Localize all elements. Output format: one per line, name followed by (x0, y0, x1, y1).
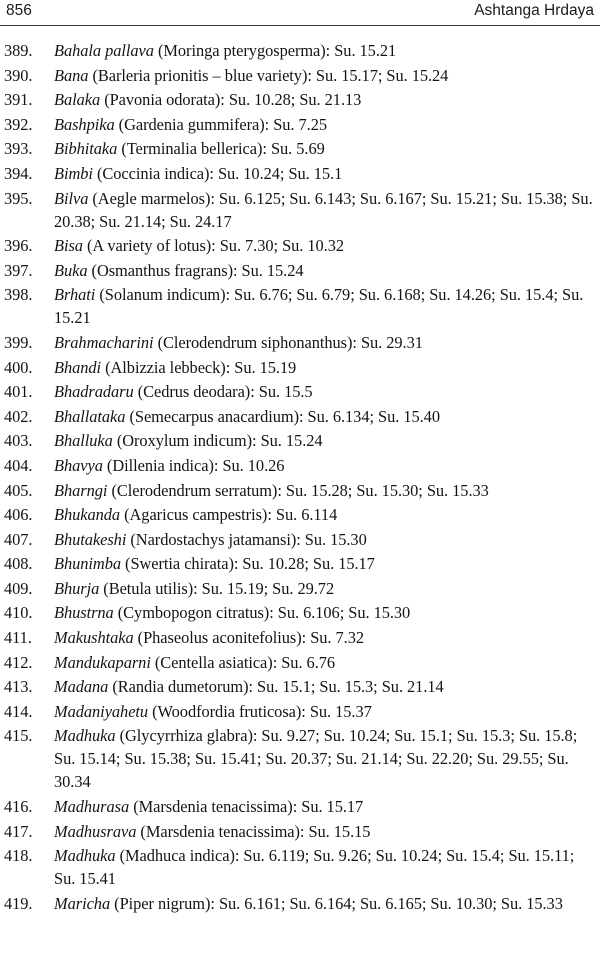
entry-botanical-name-and-references: (Woodfordia fruticosa): Su. 15.37 (148, 701, 372, 721)
entry-sanskrit-term: Bhustrna (54, 603, 114, 623)
entry-number: 390. (4, 65, 33, 85)
entry-botanical-name-and-references: (Moringa pterygosperma): Su. 15.21 (153, 41, 397, 60)
entry-sanskrit-term: Bhukanda (54, 505, 121, 525)
index-entry (4, 356, 596, 379)
index-entry (4, 454, 596, 477)
entry-number: 392. (4, 114, 33, 134)
entry-botanical-name-and-references: (Semecarpus anacardium): Su. 6.134; Su. 15.40 (125, 406, 440, 426)
page-number: 856 (6, 2, 32, 19)
index-entry (4, 429, 596, 452)
entry-botanical-name-and-references: (Clerodendrum siphonanthus): Su. 29.31 (153, 332, 423, 352)
index-entry (4, 137, 596, 160)
entry-sanskrit-term: Bahala pallava (54, 41, 154, 60)
entry-botanical-name-and-references: (Madhuca indica): Su. 6.119; Su. 9.26; Su. 10.24; Su. 15.4; Su. 15.11; Su. 15.41 (54, 846, 575, 889)
entry-botanical-name-and-references: (Osmanthus fragrans): Su. 15.24 (87, 260, 304, 280)
entry-botanical-name-and-references: (Coccinia indica): Su. 10.24; Su. 15.1 (92, 163, 343, 183)
index-entry (4, 795, 596, 818)
index-entry (4, 187, 596, 233)
entry-sanskrit-term: Bhallataka (54, 406, 126, 426)
entry-sanskrit-term: Bhandi (54, 357, 102, 377)
entry-botanical-name-and-references: (Agaricus campestris): Su. 6.114 (120, 505, 338, 525)
index-entry (4, 675, 596, 698)
entry-sanskrit-term: Bharngi (54, 480, 108, 500)
entry-sanskrit-term: Bana (54, 65, 89, 85)
index-entry (4, 724, 596, 793)
entry-botanical-name-and-references: (Phaseolus aconitefolius): Su. 7.32 (133, 628, 364, 648)
entry-number: 397. (4, 260, 33, 280)
entry-number: 389. (4, 41, 33, 60)
entry-sanskrit-term: Bhavya (54, 455, 103, 475)
entry-number: 414. (4, 701, 33, 721)
index-entry (4, 892, 596, 915)
entry-number: 395. (4, 188, 33, 208)
entry-sanskrit-term: Bhalluka (54, 431, 113, 451)
entry-botanical-name-and-references: (Marsdenia tenacissima): Su. 15.15 (136, 821, 371, 841)
entry-botanical-name-and-references: (Pavonia odorata): Su. 10.28; Su. 21.13 (100, 90, 362, 110)
entry-botanical-name-and-references: (Nardostachys jatamansi): Su. 15.30 (126, 529, 367, 549)
entry-number: 394. (4, 163, 33, 183)
entry-number: 408. (4, 554, 33, 574)
index-entry (4, 331, 596, 354)
index-entry (4, 601, 596, 624)
index-entry (4, 626, 596, 649)
entry-sanskrit-term: Madaniyahetu (54, 701, 149, 721)
entry-number: 402. (4, 406, 33, 426)
entry-botanical-name-and-references: (Cedrus deodara): Su. 15.5 (133, 382, 313, 402)
entry-sanskrit-term: Brahmacharini (54, 332, 154, 352)
entry-number: 405. (4, 480, 33, 500)
entry-number: 391. (4, 90, 33, 110)
entry-botanical-name-and-references: (Glycyrrhiza glabra): Su. 9.27; Su. 10.24; Su. 15.1; Su. 15.3; Su. 15.8; Su. 15.14; Su. 15.38; Su. 15.41; Su. 20.37; Su. 21.14; Su. 22.20; Su. 29.55; Su. 30.34 (54, 726, 578, 792)
index-entry (4, 283, 596, 329)
entry-sanskrit-term: Bhadradaru (54, 382, 134, 402)
index-entry (4, 234, 596, 257)
entry-botanical-name-and-references: (Oroxylum indicum): Su. 15.24 (112, 431, 323, 451)
entry-number: 412. (4, 652, 33, 672)
entry-number: 407. (4, 529, 33, 549)
index-entry (4, 820, 596, 843)
entry-sanskrit-term: Madana (54, 677, 109, 697)
entry-botanical-name-and-references: (Clerodendrum serratum): Su. 15.28; Su. 15.30; Su. 15.33 (107, 480, 489, 500)
entry-number: 404. (4, 455, 33, 475)
entry-number: 399. (4, 332, 33, 352)
entry-sanskrit-term: Brhati (54, 285, 96, 305)
entry-botanical-name-and-references: (Barleria prionitis – blue variety): Su. 15.17; Su. 15.24 (88, 65, 449, 85)
entry-botanical-name-and-references: (Centella asiatica): Su. 6.76 (150, 652, 336, 672)
book-title: Ashtanga Hrdaya (474, 2, 594, 19)
entry-botanical-name-and-references: (Gardenia gummifera): Su. 7.25 (114, 114, 327, 134)
entry-botanical-name-and-references: (Marsdenia tenacissima): Su. 15.17 (129, 797, 364, 817)
entry-number: 410. (4, 603, 33, 623)
entry-botanical-name-and-references: (Aegle marmelos): Su. 6.125; Su. 6.143; Su. 6.167; Su. 15.21; Su. 15.38; Su. 20.38; Su. 21.14; Su. 24.17 (54, 188, 593, 231)
entry-botanical-name-and-references: (Dillenia indica): Su. 10.26 (102, 455, 285, 475)
index-entry (4, 380, 596, 403)
entry-sanskrit-term: Madhusrava (54, 821, 137, 841)
entry-sanskrit-term: Madhuka (54, 846, 116, 866)
index-entry (4, 577, 596, 600)
index-entry (4, 844, 596, 890)
index-entry (4, 503, 596, 526)
entry-sanskrit-term: Bibhitaka (54, 139, 118, 159)
running-header (6, 2, 594, 26)
entry-botanical-name-and-references: (Randia dumetorum): Su. 15.1; Su. 15.3; Su. 21.14 (108, 677, 444, 697)
entry-number: 406. (4, 505, 33, 525)
entry-number: 398. (4, 285, 33, 305)
entry-number: 409. (4, 578, 33, 598)
entry-sanskrit-term: Madhurasa (54, 797, 130, 817)
entry-number: 401. (4, 382, 33, 402)
entry-botanical-name-and-references: (Terminalia bellerica): Su. 5.69 (117, 139, 325, 159)
entry-sanskrit-term: Bisa (54, 236, 83, 256)
entry-sanskrit-term: Bhutakeshi (54, 529, 127, 549)
entry-number: 400. (4, 357, 33, 377)
index-entry (4, 64, 596, 87)
index-entry (4, 651, 596, 674)
entry-number: 416. (4, 797, 33, 817)
index-entry (4, 259, 596, 282)
header-rule (0, 25, 600, 26)
entry-botanical-name-and-references: (Cymbopogon citratus): Su. 6.106; Su. 15.30 (113, 603, 411, 623)
index-entry (4, 162, 596, 185)
entry-number: 418. (4, 846, 33, 866)
entry-botanical-name-and-references: (Albizzia lebbeck): Su. 15.19 (101, 357, 297, 377)
entry-botanical-name-and-references: (Betula utilis): Su. 15.19; Su. 29.72 (99, 578, 335, 598)
entry-number: 419. (4, 893, 33, 913)
entry-sanskrit-term: Maricha (54, 893, 111, 913)
index-entry (4, 479, 596, 502)
entry-sanskrit-term: Madhuka (54, 726, 116, 746)
entry-botanical-name-and-references: (Piper nigrum): Su. 6.161; Su. 6.164; Su. 6.165; Su. 10.30; Su. 15.33 (110, 893, 563, 913)
entry-number: 415. (4, 726, 33, 746)
entry-botanical-name-and-references: (Swertia chirata): Su. 10.28; Su. 15.17 (120, 554, 375, 574)
index-entry (4, 405, 596, 428)
index-entry (4, 528, 596, 551)
entry-botanical-name-and-references: (A variety of lotus): Su. 7.30; Su. 10.32 (82, 236, 345, 256)
index-entry-list (4, 39, 596, 916)
entry-sanskrit-term: Bilva (54, 188, 89, 208)
entry-sanskrit-term: Makushtaka (54, 628, 134, 648)
entry-number: 396. (4, 236, 33, 256)
entry-sanskrit-term: Mandukaparni (54, 652, 151, 672)
entry-number: 393. (4, 139, 33, 159)
entry-number: 411. (4, 628, 32, 648)
entry-sanskrit-term: Bhunimba (54, 554, 121, 574)
index-entry (4, 39, 596, 62)
entry-number: 413. (4, 677, 33, 697)
index-entry (4, 113, 596, 136)
index-entry (4, 700, 596, 723)
index-entry (4, 552, 596, 575)
index-entry (4, 88, 596, 111)
entry-botanical-name-and-references: (Solanum indicum): Su. 6.76; Su. 6.79; Su. 6.168; Su. 14.26; Su. 15.4; Su. 15.21 (54, 285, 584, 328)
entry-sanskrit-term: Bhurja (54, 578, 100, 598)
entry-number: 417. (4, 821, 33, 841)
entry-sanskrit-term: Bashpika (54, 114, 115, 134)
entry-sanskrit-term: Buka (54, 260, 88, 280)
entry-sanskrit-term: Balaka (54, 90, 101, 110)
entry-sanskrit-term: Bimbi (54, 163, 93, 183)
entry-number: 403. (4, 431, 33, 451)
